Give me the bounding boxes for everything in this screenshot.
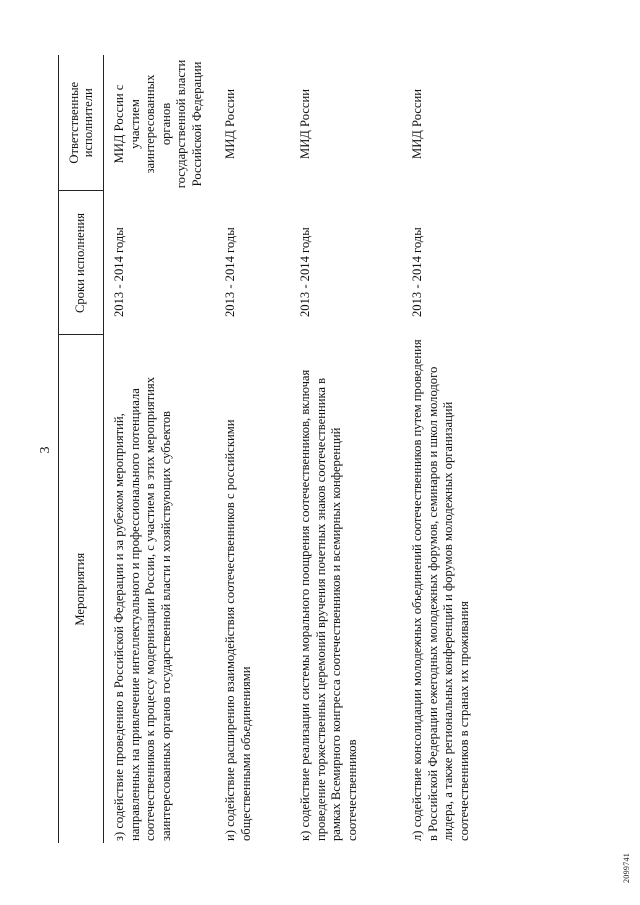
table-row xyxy=(290,55,402,843)
activities-table xyxy=(58,55,530,843)
activity-cell: и) содействие расширению взаимодействия соотечественников с российскими общественными объединениями xyxy=(223,419,253,841)
header-executors: Ответственные исполнители xyxy=(59,55,104,191)
header-period: Сроки исполнения xyxy=(59,191,104,335)
table-header-row xyxy=(59,55,104,843)
activity-cell: л) содействие консолидации молодежных объединений соотечественников путем проведения в Российской Федерации ежегодных молодежных форумов, семинаров и школ молодого лидера, а также региональных конференций и форумов молодежных организаций соотечественников в странах их проживания xyxy=(410,339,471,841)
period-cell: 2013 - 2014 годы xyxy=(410,227,424,317)
table-row xyxy=(104,55,216,843)
activity-cell: к) содействие реализации системы морального поощрения соотечественников, включая проведение торжественных церемоний вручения почетных знаков соотечественника в рамках Всемирного конгресса соотечественников и всемирных конференций соотечественников xyxy=(298,369,359,841)
executor-cell: МИД России xyxy=(223,89,237,159)
page-number: 3 xyxy=(38,446,53,454)
document-id: 2099741 xyxy=(622,852,631,883)
executor-cell: МИД России с участием заинтересованных органов государственной власти Российской Федерации xyxy=(112,59,204,189)
activity-cell: з) содействие проведению в Российской Федерации и за рубежом мероприятий, направленных на привлечение интеллектуального и профессионального потенциала соотечественников к процессу модернизации России, с участием в этих мероприятиях заинтересованных органов государственной власти и хозяйствующих субъектов xyxy=(112,377,173,841)
table-row xyxy=(402,55,530,843)
header-activities: Мероприятия xyxy=(59,335,104,843)
executor-cell: МИД России xyxy=(298,89,312,159)
period-cell: 2013 - 2014 годы xyxy=(223,227,237,317)
table-row xyxy=(215,55,290,843)
period-cell: 2013 - 2014 годы xyxy=(112,227,126,317)
period-cell: 2013 - 2014 годы xyxy=(298,227,312,317)
executor-cell: МИД России xyxy=(410,89,424,159)
